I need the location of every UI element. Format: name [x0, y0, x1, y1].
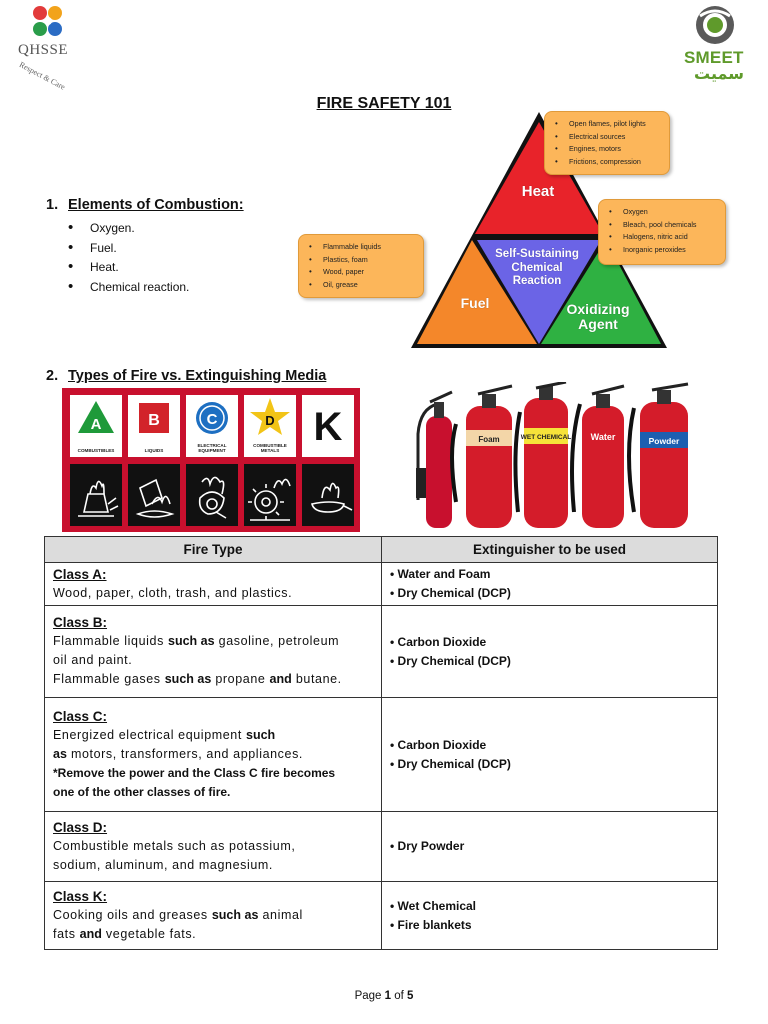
svg-text:Water: Water [590, 432, 616, 442]
svg-text:Powder: Powder [648, 436, 680, 446]
class-k-extinguishers: • Wet Chemical • Fire blankets [382, 882, 718, 950]
class-a-extinguishers: • Water and Foam • Dry Chemical (DCP) [382, 563, 718, 606]
class-c-circle-icon [186, 395, 238, 439]
powder-extinguisher [629, 384, 688, 528]
water-extinguisher [572, 386, 624, 528]
class-a-cell: Class A: Wood, paper, cloth, trash, and plastics. [45, 563, 382, 606]
table-row [45, 882, 718, 950]
burning-pan-icon [302, 464, 354, 526]
svg-text:A: A [90, 416, 102, 433]
smeet-emblem-icon [690, 4, 740, 48]
list-item: • Oxygen. [66, 221, 189, 241]
burning-plug-icon [186, 464, 238, 526]
burning-gear-icon [244, 464, 296, 526]
page-title: FIRE SAFETY 101 [316, 95, 452, 112]
section-2-heading: 2. Types of Fire vs. Extinguishing Media [46, 368, 327, 384]
fuel-sources-callout: • Flammable liquids • Plastics, foam • Wood, paper • Oil, grease [298, 234, 424, 298]
fire-type-table [44, 536, 718, 950]
reaction-label: Self-Sustaining Chemical Reaction [495, 248, 579, 287]
class-b-card: B LIQUIDS [128, 395, 180, 457]
list-item: • Heat. [66, 260, 189, 280]
class-a-card: A COMBUSTIBLES [70, 395, 122, 457]
class-d-star-icon [244, 395, 296, 439]
heat-label: Heat [521, 183, 555, 200]
class-c-cell: Class C: Energized electrical equipment such as motors, transformers, and appliances. *Remove the power and the Class C fire becomes one of the other classes of fire. [45, 698, 382, 812]
table-row [45, 606, 718, 698]
fuel-label: Fuel [460, 295, 490, 311]
smeet-logo-text: SMEET [684, 48, 744, 67]
section-1-heading: 1. Elements of Combustion: [46, 197, 244, 213]
oxidizer-sources-callout: • Oxygen • Bleach, pool chemicals • Halogens, nitric acid • Inorganic peroxides [598, 199, 726, 265]
table-row [45, 812, 718, 882]
class-a-triangle-icon [70, 395, 122, 439]
class-c-extinguishers: • Carbon Dioxide • Dry Chemical (DCP) [382, 698, 718, 812]
class-d-extinguishers: • Dry Powder [382, 812, 718, 882]
oxidizer-label: Oxidizing Agent [566, 301, 630, 332]
page-number: Page 1 of 5 [354, 990, 414, 1002]
class-b-square-icon [128, 395, 180, 439]
table-header-row [45, 537, 718, 563]
class-k-letter-icon [302, 395, 354, 457]
fire-class-chart [62, 388, 360, 532]
combustion-elements-list [66, 221, 189, 299]
class-k-cell: Class K: Cooking oils and greases such as animal fats and vegetable fats. [45, 882, 382, 950]
table-row [45, 563, 718, 606]
class-k-card [302, 395, 354, 457]
svg-text:Foam: Foam [478, 435, 500, 444]
co2-extinguisher [416, 392, 452, 528]
class-d-cell: Class D: Combustible metals such as potassium, sodium, aluminum, and magnesium. [45, 812, 382, 882]
list-item: • Fuel. [66, 241, 189, 261]
heat-sources-callout: • Open flames, pilot lights • Electrical sources • Engines, motors • Frictions, compression [544, 111, 670, 175]
qhsse-logo [14, 4, 84, 92]
qhsse-logo-text: QHSSE [18, 42, 69, 58]
qhsse-tagline: Respect & Care [17, 60, 67, 92]
foam-extinguisher [452, 386, 512, 528]
qhsse-emblem-icon [28, 4, 68, 40]
burning-trash-icon [70, 464, 122, 526]
svg-text:WET CHEMICAL: WET CHEMICAL [520, 434, 572, 441]
svg-text:B: B [148, 412, 160, 429]
svg-text:C: C [206, 411, 218, 428]
fire-type-header: Fire Type [45, 537, 382, 563]
class-b-extinguishers: • Carbon Dioxide • Dry Chemical (DCP) [382, 606, 718, 698]
smeet-logo-arabic: سميت [694, 66, 744, 83]
svg-text:D: D [265, 413, 275, 428]
class-d-card: D COMBUSTIBLE METALS [244, 395, 296, 457]
class-c-card: C ELECTRICAL EQUIPMENT [186, 395, 238, 457]
list-item: • Chemical reaction. [66, 280, 189, 300]
spilled-liquid-fire-icon [128, 464, 180, 526]
svg-text:K: K [313, 405, 343, 449]
fire-extinguishers-illustration [412, 382, 702, 532]
smeet-logo [680, 4, 750, 84]
extinguisher-header: Extinguisher to be used [382, 537, 718, 563]
table-row [45, 698, 718, 812]
wet-chemical-extinguisher [515, 382, 571, 528]
class-b-cell: Class B: Flammable liquids such as gasoline, petroleum oil and paint. Flammable gases such as propane and butane. [45, 606, 382, 698]
